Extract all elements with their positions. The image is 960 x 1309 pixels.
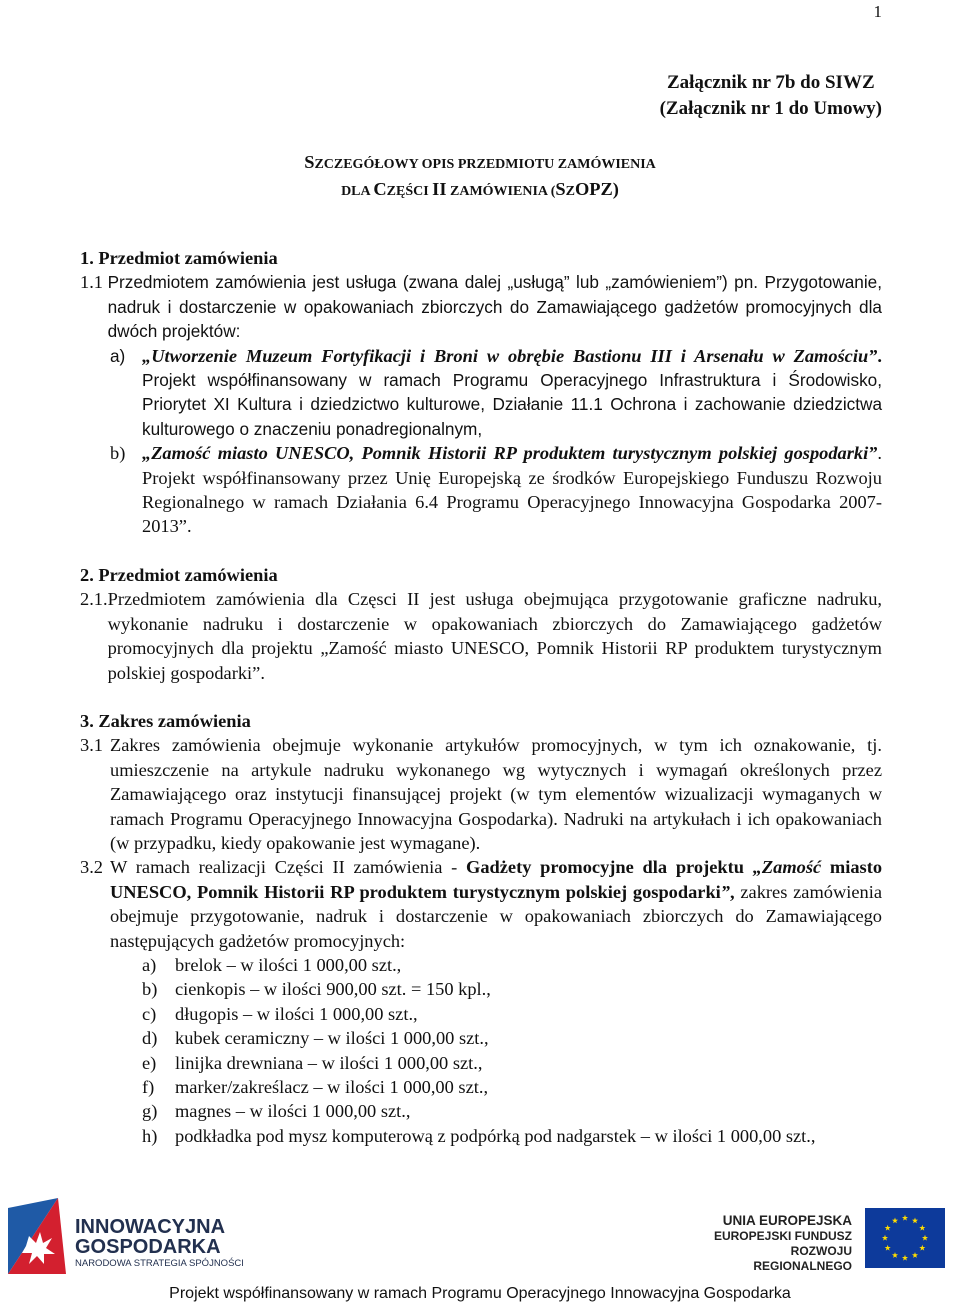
list-item-text: podkładka pod mysz komputerową z podpórką pod nadgarstek – w ilości 1 000,00 szt.,: [175, 1125, 816, 1146]
paragraph-text: Zakres zamówienia obejmuje wykonanie artykułów promocyjnych, w tym ich oznakowanie, tj. umieszczenie na artykule nadruku wykonanego wg wytycznych i wymagań określonych przez Zamawiającego oraz instytucji finansującej projekt (w tym elementów wizualizacji wymaganych w ramach Programu Operacyjnego Innowacyjna Gospodarka). Nadruki na artykułach i ich opakowaniach (w przypadku, kiedy opakowanie jest wymagane).: [110, 735, 882, 853]
list-item: [142, 977, 882, 1001]
eu-flag-icon: [865, 1208, 945, 1268]
document-title-line-2: DLA CZĘŚCI II ZAMÓWIENIA (SZOPZ): [341, 179, 619, 199]
project-b-title: „Zamość miasto UNESCO, Pomnik Historii RP produktem turystycznym polskiej: [142, 443, 785, 464]
project-b-description: . Projekt współfinansowany przez Unię Europejską ze środków Europejskiego Funduszu Rozwoju Regionalnego w ramach Działania 6.4 Programu Operacyjnego Innowacyjna Gospodarka 2007-2013”.: [142, 443, 882, 537]
section-1-heading: 1. Przedmiot zamówienia: [80, 248, 278, 268]
annex-line-1: Załącznik nr 7b do SIWZ: [666, 72, 875, 93]
paragraph-1-1: [80, 270, 882, 343]
list-item-label: d): [142, 1028, 158, 1049]
project-a-description: Projekt współfinansowany w ramach Programu Operacyjnego Infrastruktura i Środowisko, Priorytet XI Kultura i dziedzictwo kulturowe, Działanie 11.1 Ochrona i zachowanie dziedzictwa kulturowego o znaczeniu ponadregionalnym,: [142, 370, 882, 439]
document-title: [180, 150, 780, 204]
list-item-label: c): [142, 1003, 157, 1024]
list-item: a) „Utworzenie Muzeum Fortyfikacji i Broni w obrębie Bastionu III i Arsenału w Zamościu”. Projekt współfinansowany w ramach Programu Operacyjnego Infrastruktura i Środowisko, Priorytet XI Kultura i dziedzictwo kulturowe, Działanie 11.1 Ochrona i zachowanie dziedzictwa kulturowego o znaczeniu ponadregionalnym,: [110, 344, 882, 442]
list-item: [142, 1026, 882, 1050]
list-item-label: b): [110, 443, 126, 464]
eu-fund-logo-text: UNIA EUROPEJSKA EUROPEJSKI FUNDUSZ ROZWOJU REGIONALNEGO: [713, 1213, 852, 1273]
document-title-line-1: SZCZEGÓŁOWY OPIS PRZEDMIOTU ZAMÓWIENIA: [304, 152, 656, 172]
list-item-text: linijka drewniana – w ilości 1 000,00 szt.,: [175, 1052, 483, 1073]
logo-text: NARODOWA STRATEGIA SPÓJNOŚCI: [75, 1258, 244, 1269]
list-item: [142, 1099, 882, 1123]
section-3-heading: 3. Zakres zamówienia: [80, 710, 251, 731]
page-number: 1: [873, 2, 882, 21]
project-list: [80, 344, 882, 539]
paragraph-number: 3.1: [80, 735, 108, 756]
list-item-text: marker/zakreślacz – w ilości 1 000,00 szt.,: [175, 1077, 489, 1097]
ig-star-icon: [8, 1198, 66, 1274]
list-item: [142, 1051, 882, 1075]
list-item: [142, 1124, 882, 1148]
section-2-heading: 2. Przedmiot zamówienia: [80, 564, 278, 585]
paragraph-text: Przedmiotem zamówienia dla Częsci II jest usługa obejmująca przygotowanie graficzne nadruku, wykonanie nadruku i dostarczenie w opakowaniach zbiorczych do Zamawiającego gadżetów promocyjnych dla projektu „Zamość miasto UNESCO, Pomnik Historii RP produktem turystycznym polskiej gospodarki”.: [107, 589, 882, 683]
list-item-text: brelok – w ilości 1 000,00 szt.,: [175, 954, 402, 975]
list-item: [142, 1075, 882, 1099]
paragraph-number: 3.2: [80, 857, 108, 878]
gadget-list: [80, 953, 882, 1148]
project-a-title: „Utworzenie Muzeum Fortyfikacji i Broni w obrębie Bastionu III i Arsenału w Zamościu”: [142, 345, 878, 366]
list-item: [142, 953, 882, 977]
list-item-label: a): [142, 954, 157, 975]
list-item-label: a): [110, 345, 126, 366]
list-item-text: magnes – w ilości 1 000,00 szt.,: [175, 1101, 411, 1122]
list-item: [142, 1002, 882, 1026]
annex-header: [660, 70, 882, 122]
paragraph-text: Przedmiotem zamówienia jest usługa (zwana dalej „usługą” lub „zamówieniem”) pn. Przygotowanie, nadruk i dostarczenie w opakowaniach zbiorczych do Zamawiającego gadżetów promocyjnych dla dwóch projektów:: [107, 272, 882, 342]
document-body: [80, 246, 882, 1148]
paragraph-3-1: [80, 733, 882, 855]
list-item-text: cienkopis – w ilości 900,00 szt. = 150 kpl.,: [175, 979, 491, 1000]
paragraph-number: 1.1: [80, 272, 108, 293]
list-item-text: kubek ceramiczny – w ilości 1 000,00 szt.,: [175, 1028, 489, 1049]
paragraph-number: 2.1.: [80, 589, 108, 610]
innowacyjna-gospodarka-logo: [8, 1198, 248, 1276]
list-item-label: h): [142, 1125, 158, 1146]
list-item-label: b): [142, 979, 158, 1000]
list-item-label: f): [142, 1077, 155, 1097]
list-item-text: długopis – w ilości 1 000,00 szt.,: [175, 1003, 418, 1024]
logo-text: INNOWACYJNA: [75, 1216, 226, 1238]
list-item-label: e): [142, 1052, 157, 1073]
list-item-label: g): [142, 1101, 158, 1122]
paragraph-2-1: [80, 587, 882, 685]
list-item: b) „Zamość miasto UNESCO, Pomnik Historii RP produktem turystycznym polskiej gospodarki”. Projekt współfinansowany przez Unię Europejską ze środków Europejskiego Funduszu Rozwoju Regionalnego w ramach Działania 6.4 Programu Operacyjnego Innowacyjna Gospodarka 2007-2013”.: [110, 441, 882, 539]
logo-text: GOSPODARKA: [75, 1236, 221, 1258]
annex-line-2: (Załącznik nr 1 do Umowy): [659, 98, 882, 119]
footer-note: Projekt współfinansowany w ramach Programu Operacyjnego Innowacyjna Gospodarka: [169, 1285, 791, 1302]
paragraph-3-2: 3.2 W ramach realizacji Części II zamówienia - Gadżety promocyjne dla projektu „Zamość miasto UNESCO, Pomnik Historii RP produktem turystycznym polskiej gospodarki”, zakres zamówienia obejmuje przygotowanie, nadruk i dostarczenie w opakowaniach zbiorczych do Zamawiającego następujących gadżetów promocyjnych:: [80, 855, 882, 953]
